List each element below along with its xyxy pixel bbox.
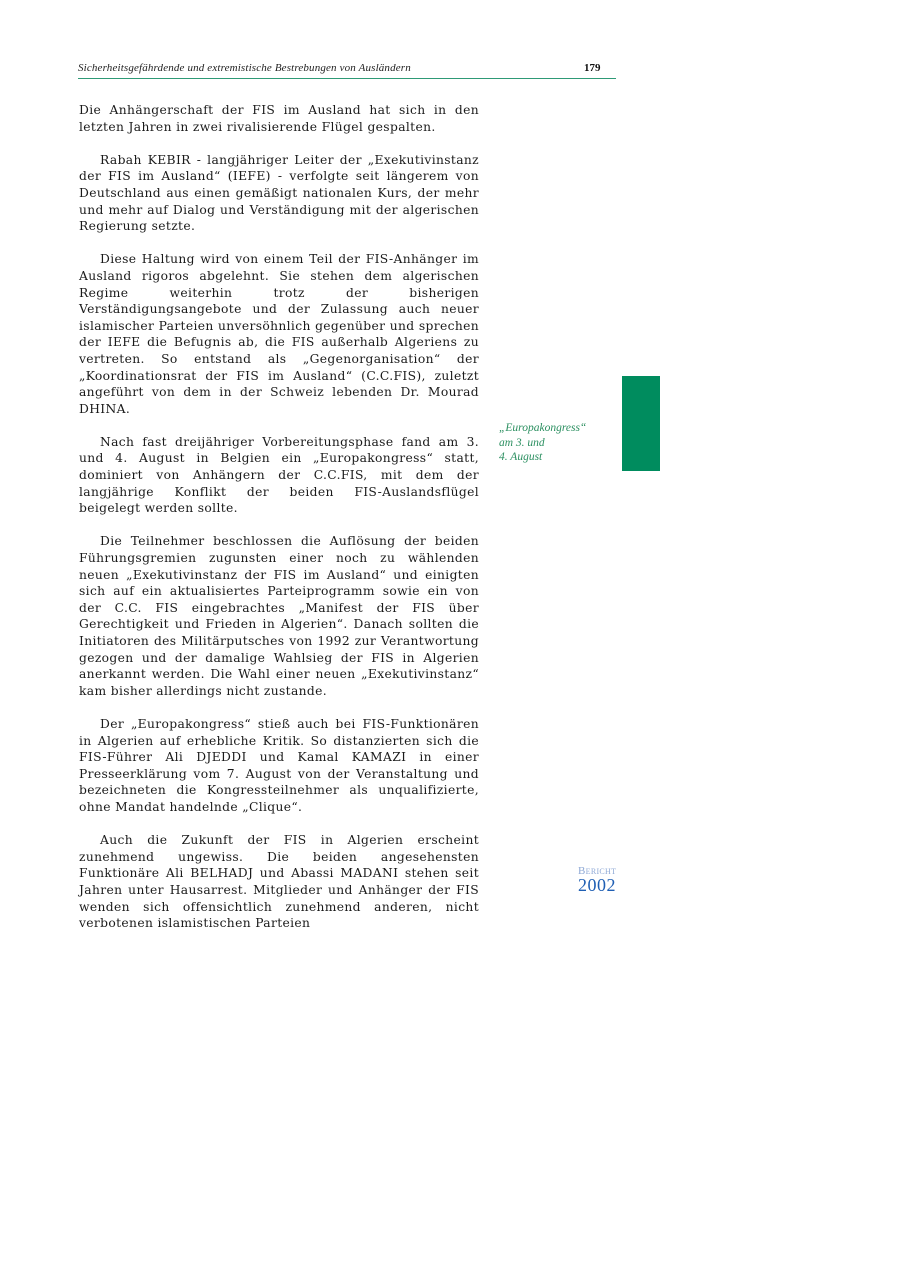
paragraph-4: Nach fast dreijähriger Vorbereitungsphase fand am 3. und 4. August in Belgien ein „Europakongress“ statt, dominiert von Anhängern der C.C.FIS, mit dem der langjährige Konflikt der beiden FIS-Auslandsflügel beigelegt werden sollte.	[79, 434, 479, 516]
paragraph-7: Auch die Zukunft der FIS in Algerien erscheint zunehmend ungewiss. Die beiden angesehensten Funktionäre Ali BELHADJ und Abassi MADANI stehen seit Jahren unter Hausarrest. Mitglieder und Anhänger der FIS wenden sich offensichtlich zunehmend anderen, nicht verbotenen islamistischen Parteien	[79, 833, 479, 931]
margin-note-line-2: am 3. und	[499, 436, 545, 449]
logo-word: Bericht	[578, 865, 617, 877]
report-logo	[578, 866, 634, 894]
margin-note-line-3: 4. August	[499, 451, 543, 463]
running-header	[78, 62, 616, 79]
margin-note	[499, 421, 617, 465]
paragraph-5: Die Teilnehmer beschlossen die Auflösung der beiden Führungsgremien zugunsten einer noch zu wählenden neuen „Exekutivinstanz der FIS im Ausland“ und einigten sich auf ein aktualisiertes Parteiprogramm sowie ein von der C.C. FIS eingebrachtes „Manifest der FIS über Gerechtigkeit und Frieden in Algerien“. Danach sollten die Initiatoren des Militärputsches von 1992 zur Verantwortung gezogen und der damalige Wahlsieg der FIS in Algerien anerkannt werden. Die Wahl einer neuen „Exekutivinstanz“ kam bisher allerdings nicht zustande.	[79, 534, 479, 698]
margin-note-line-1: „Europakongress“	[499, 422, 587, 434]
paragraph-3: Diese Haltung wird von einem Teil der FIS-Anhänger im Ausland rigoros abgelehnt. Sie stehen dem algerischen Regime weiterhin trotz der bisherigen Verständigungsangebote und der Zulassung auch neuer islamischer Parteien unversöhnlich gegenüber und sprechen der IEFE die Befugnis ab, die FIS außerhalb Algeriens zu vertreten. So entstand als „Gegenorganisation“ der „Koordinationsrat der FIS im Ausland“ (C.C.FIS), zuletzt angeführt von dem in der Schweiz lebenden Dr. Mourad DHINA.	[79, 252, 479, 416]
paragraph-1: Die Anhängerschaft der FIS im Ausland hat sich in den letzten Jahren in zwei rivalisierende Flügel gespalten.	[79, 103, 479, 134]
chapter-side-tab	[622, 376, 660, 471]
page-number: 179	[584, 62, 601, 74]
logo-year: 2002	[578, 875, 616, 895]
body-text	[79, 102, 479, 932]
paragraph-2: Rabah KEBIR - langjähriger Leiter der „Exekutivinstanz der FIS im Ausland“ (IEFE) - verfolgte seit längerem von Deutschland aus einen gemäßigt nationalen Kurs, der mehr und mehr auf Dialog und Verständigung mit der algerischen Regierung setzte.	[79, 152, 479, 234]
running-title: Sicherheitsgefährdende und extremistische Bestrebungen von Ausländern	[78, 62, 411, 74]
paragraph-6: Der „Europakongress“ stieß auch bei FIS-Funktionären in Algerien auf erhebliche Kritik. So distanzierten sich die FIS-Führer Ali DJEDDI und Kamal KAMAZI in einer Presseerklärung vom 7. August von der Veranstaltung und bezeichneten die Kongressteilnehmer als unqualifizierte, ohne Mandat handelnde „Clique“.	[79, 716, 479, 814]
